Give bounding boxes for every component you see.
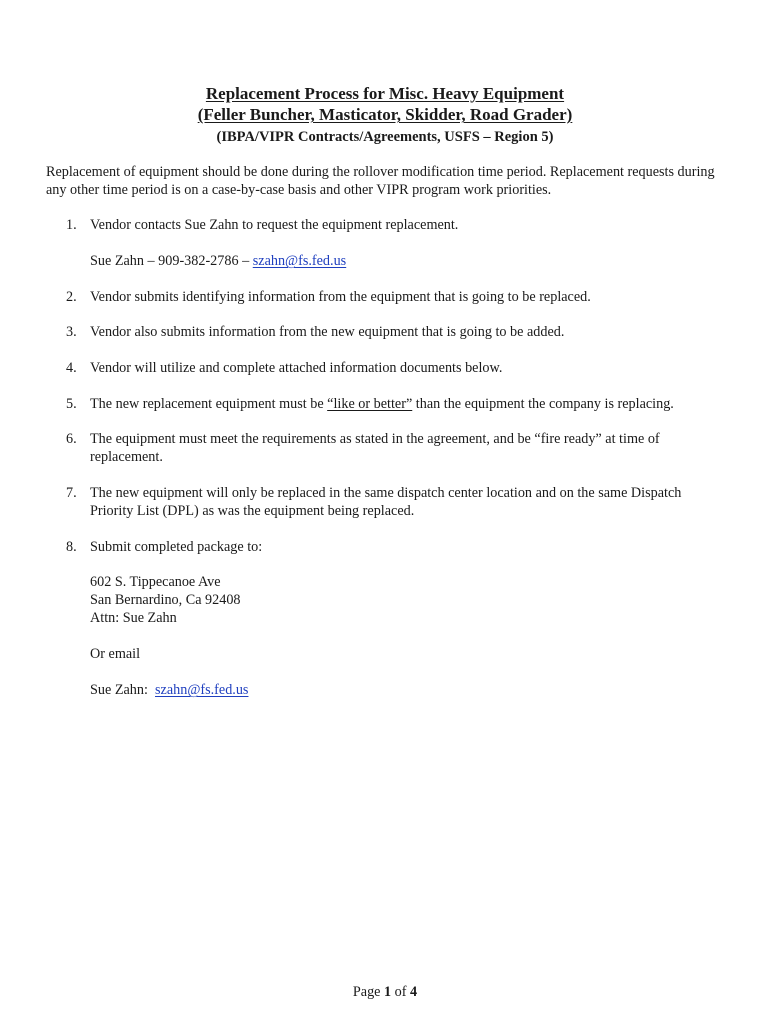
title-block — [0, 83, 770, 147]
list-number: 8. — [66, 539, 77, 555]
current-page-number: 1 — [384, 984, 392, 1000]
list-number: 4. — [66, 360, 77, 376]
email-contact-link[interactable]: szahn@fs.fed.us — [155, 682, 249, 698]
list-text-before: The new replacement equipment must be — [90, 396, 328, 412]
contact-email-link[interactable]: szahn@fs.fed.us — [252, 253, 347, 269]
address-street: 602 S. Tippecanoe Ave — [90, 574, 221, 590]
list-text: Vendor will utilize and complete attached information documents below. — [90, 360, 503, 376]
list-number: 5. — [66, 396, 77, 412]
page-word: Page — [352, 984, 385, 1000]
mailing-address — [90, 573, 730, 627]
address-city: San Bernardino, Ca 92408 — [90, 592, 241, 608]
list-text-line2: replacement. — [90, 449, 163, 465]
list-text — [90, 430, 738, 466]
list-number: 6. — [66, 431, 77, 447]
or-email-label: Or email — [90, 646, 141, 662]
list-text-line2: Priority List (DPL) as was the equipment being replaced. — [90, 503, 415, 519]
address-attention: Attn: Sue Zahn — [90, 610, 177, 626]
email-contact-label: Sue Zahn: — [90, 682, 156, 698]
contact-line — [90, 252, 730, 270]
page-number-footer — [0, 983, 770, 1001]
list-text — [90, 395, 738, 413]
list-text-after: than the equipment the company is replacing. — [412, 396, 674, 412]
like-or-better-emphasis: “like or better” — [327, 396, 413, 412]
email-contact-line — [90, 681, 730, 699]
total-page-count: 4 — [410, 984, 418, 1000]
list-number: 1. — [66, 217, 77, 233]
document-subtitle: (IBPA/VIPR Contracts/Agreements, USFS – Region 5) — [216, 129, 554, 145]
list-text-line1: The new equipment will only be replaced in the same dispatch center location and on the same Dispatch — [90, 485, 682, 501]
list-text: Submit completed package to: — [90, 539, 263, 555]
list-text: Vendor also submits information from the new equipment that is going to be added. — [90, 324, 565, 340]
contact-text: Sue Zahn – 909-382-2786 – — [90, 253, 253, 269]
document-title-equipment-list: (Feller Buncher, Masticator, Skidder, Road Grader) — [197, 105, 573, 124]
list-number: 2. — [66, 289, 77, 305]
document-title: Replacement Process for Misc. Heavy Equipment — [205, 84, 565, 103]
list-number: 3. — [66, 324, 77, 340]
list-text-line1: The equipment must meet the requirements as stated in the agreement, and be “fire ready” at time of — [90, 431, 660, 447]
list-number: 7. — [66, 485, 77, 501]
list-text: Vendor submits identifying information from the equipment that is going to be replaced. — [90, 289, 591, 305]
list-text — [90, 484, 738, 520]
list-text: Vendor contacts Sue Zahn to request the equipment replacement. — [90, 217, 459, 233]
intro-paragraph: Replacement of equipment should be done during the rollover modification time period. Replacement requests during any other time period is on a case-by-case basis and other VIPR program work priorities. — [46, 164, 715, 198]
of-word: of — [391, 984, 411, 1000]
